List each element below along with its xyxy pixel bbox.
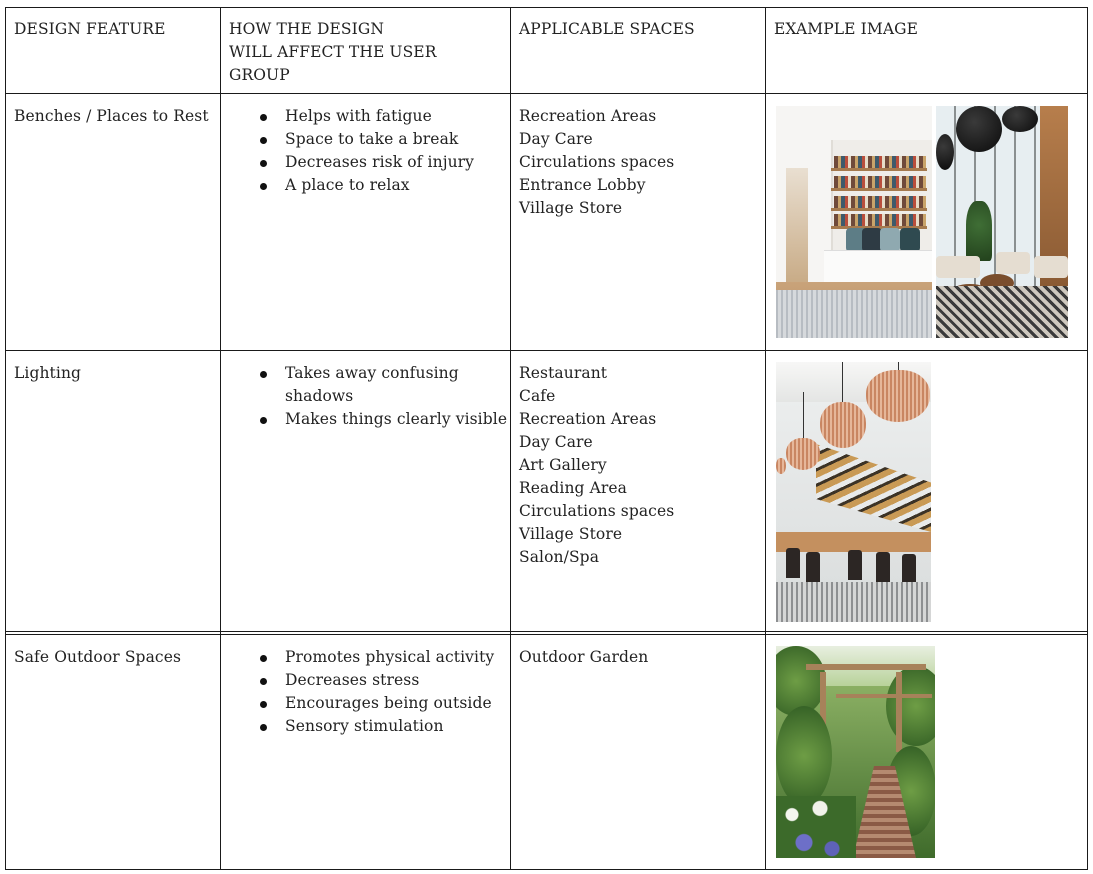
effects-list [257,646,507,738]
effects-list [257,105,507,197]
space-item: Restaurant [519,364,608,382]
row2-feature [14,362,219,385]
list-item: Makes things clearly visible [257,408,525,431]
space-item: Circulations spaces [519,502,675,520]
row2-divider [5,631,1088,632]
example-image-restaurant-lighting [776,362,931,622]
header-line: WILL AFFECT THE USER [229,43,437,61]
col-border-right [1087,7,1088,870]
space-item: Art Gallery [519,456,607,474]
list-item: Sensory stimulation [257,715,525,738]
header-line: GROUP [229,66,290,84]
list-item: Helps with fatigue [257,105,525,128]
effects-list [257,362,507,431]
space-item: Day Care [519,433,593,451]
col-divider-1 [220,7,221,870]
example-image-reading-nook [776,106,932,338]
space-item: Salon/Spa [519,548,600,566]
space-item: Circulations spaces [519,153,675,171]
list-item: Promotes physical activity [257,646,525,669]
list-item: Encourages being outside [257,692,525,715]
feature-text: Benches / Places to Rest [14,107,209,125]
space-item: Cafe [519,387,556,405]
row1-effects [257,105,507,197]
feature-text: Safe Outdoor Spaces [14,648,182,666]
feature-text: Lighting [14,364,82,382]
row1-divider [5,350,1088,351]
row1-feature [14,105,219,128]
row3-effects [257,646,507,738]
space-item: Recreation Areas [519,410,657,428]
col-divider-3 [765,7,766,870]
row2-effects [257,362,507,431]
list-item: Space to take a break [257,128,525,151]
table-border-bottom [5,869,1088,870]
row3-spaces [519,646,759,669]
header-design-feature [14,18,214,41]
space-item: Day Care [519,130,593,148]
col-border-left [5,7,6,870]
header-applicable-spaces [519,18,759,41]
list-item: Takes away confusing shadows [257,362,475,408]
list-item: A place to relax [257,174,525,197]
row2-divider-second [5,634,1088,635]
space-item: Recreation Areas [519,107,657,125]
row2-spaces [519,362,759,569]
list-item: Decreases stress [257,669,525,692]
space-item: Reading Area [519,479,628,497]
row1-spaces [519,105,759,220]
header-row-divider [5,93,1088,94]
space-item: Village Store [519,525,623,543]
list-item: Decreases risk of injury [257,151,525,174]
header-example-image [774,18,1074,41]
example-image-lobby-lounge [936,106,1068,338]
header-applicable-spaces-text: APPLICABLE SPACES [519,20,695,38]
header-design-feature-text: DESIGN FEATURE [14,20,166,38]
header-how-design-affects [229,18,499,87]
example-image-garden-path [776,646,935,858]
space-item: Outdoor Garden [519,648,649,666]
header-line: HOW THE DESIGN [229,20,385,38]
row3-feature [14,646,219,669]
table-border-top [5,7,1088,8]
header-example-image-text: EXAMPLE IMAGE [774,20,919,38]
space-item: Entrance Lobby [519,176,646,194]
space-item: Village Store [519,199,623,217]
